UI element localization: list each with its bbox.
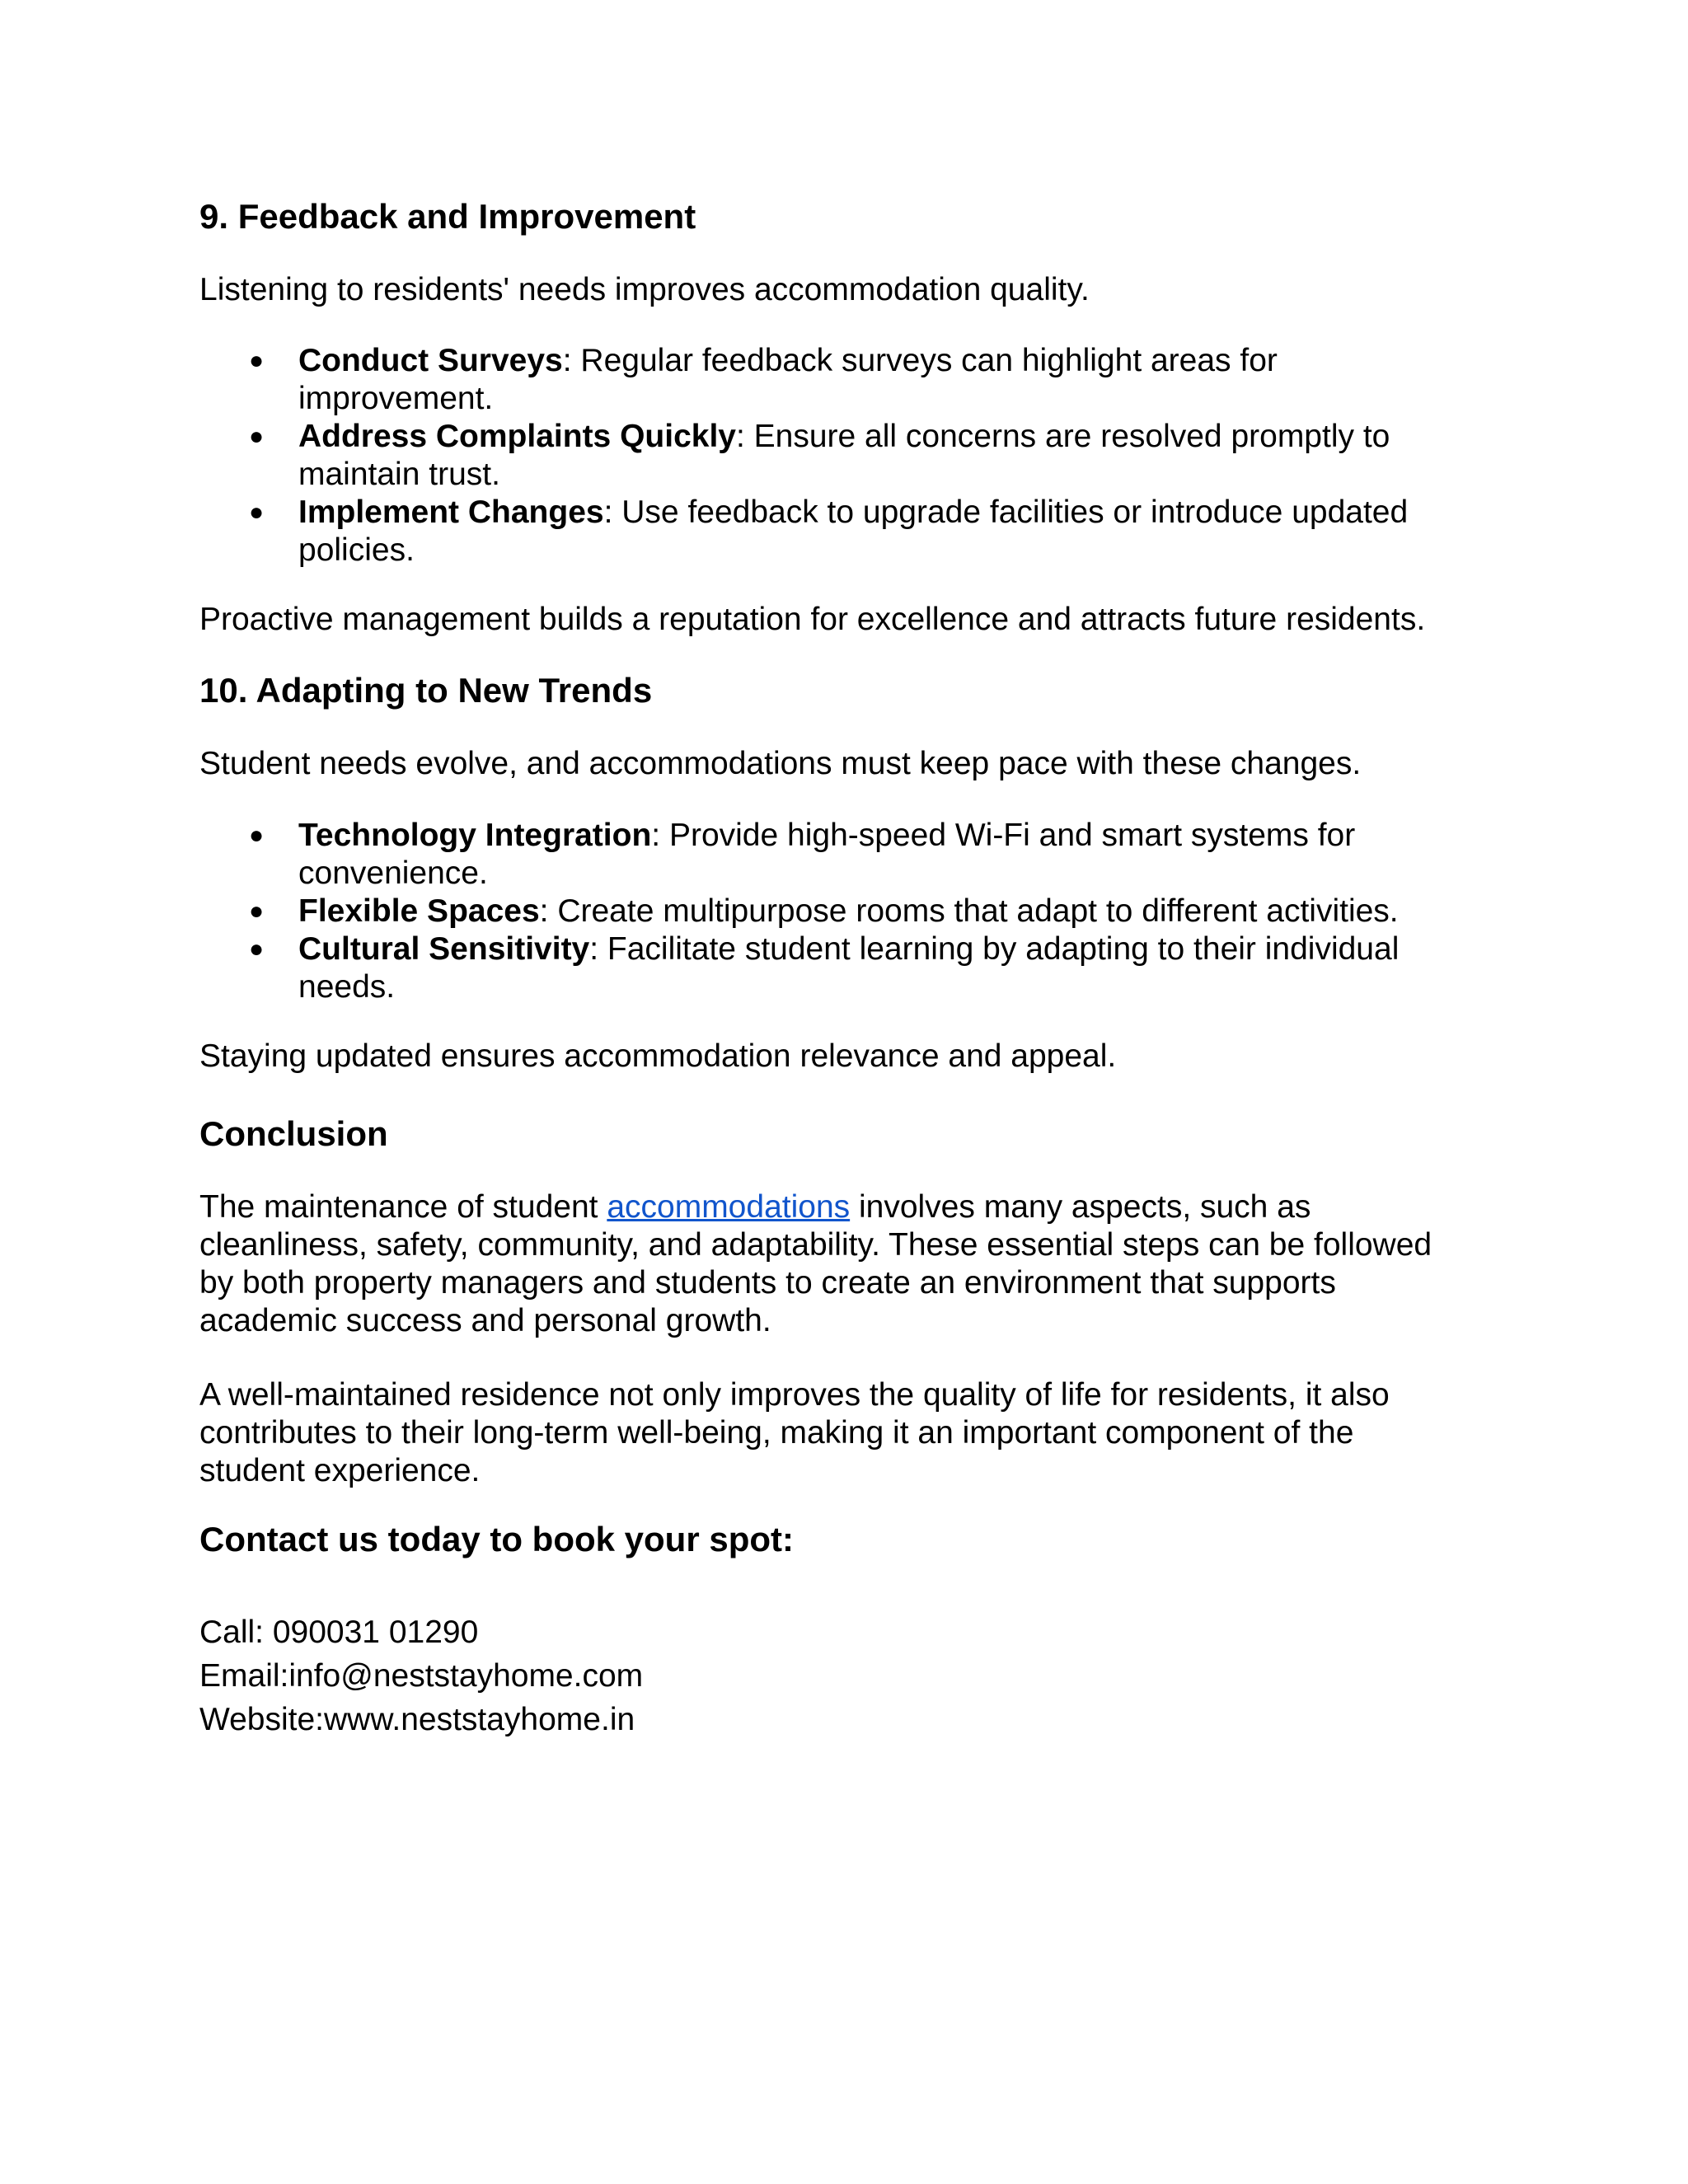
section-9-heading: 9. Feedback and Improvement xyxy=(199,197,696,236)
conclusion-paragraph-2 xyxy=(199,1376,1390,1490)
list-item xyxy=(199,418,1408,494)
bullet-text: : Ensure all concerns are resolved promptly to xyxy=(735,419,1390,454)
bullet-text-continued: convenience. xyxy=(298,855,488,891)
bullet-icon: ● xyxy=(249,423,265,450)
contact-email: Email:info@neststayhome.com xyxy=(199,1658,644,1694)
list-item xyxy=(199,494,1408,569)
bullet-text: : Facilitate student learning by adapting to their individual xyxy=(589,931,1400,967)
contact-call: Call: 090031 01290 xyxy=(199,1615,479,1650)
bullet-title: Implement Changes xyxy=(298,494,604,530)
bullet-title: Flexible Spaces xyxy=(298,893,540,929)
bullet-title: Technology Integration xyxy=(298,818,652,853)
conclusion-text: involves many aspects, such as xyxy=(850,1189,1311,1225)
section-9-intro: Listening to residents' needs improves accommodation quality. xyxy=(199,272,1090,307)
list-item xyxy=(199,893,1399,930)
section-10-bullet-list xyxy=(199,817,1399,1006)
conclusion-paragraph-1 xyxy=(199,1188,1432,1340)
bullet-icon: ● xyxy=(249,822,265,849)
list-item xyxy=(199,930,1399,1006)
section-10-intro: Student needs evolve, and accommodations must keep pace with these changes. xyxy=(199,746,1362,781)
contact-heading: Contact us today to book your spot: xyxy=(199,1520,794,1558)
bullet-text: : Use feedback to upgrade facilities or introduce updated xyxy=(603,494,1409,530)
list-item xyxy=(199,342,1408,418)
section-9-outro: Proactive management builds a reputation for excellence and attracts future residents. xyxy=(199,602,1426,637)
conclusion-heading: Conclusion xyxy=(199,1114,388,1153)
bullet-title: Conduct Surveys xyxy=(298,343,563,378)
conclusion-text: by both property managers and students to create an environment that supports xyxy=(199,1265,1336,1301)
bullet-title: Cultural Sensitivity xyxy=(298,931,590,967)
conclusion-text: academic success and personal growth. xyxy=(199,1303,771,1338)
bullet-text-continued: maintain trust. xyxy=(298,457,500,492)
bullet-icon: ● xyxy=(249,347,265,374)
conclusion-text: The maintenance of student xyxy=(199,1189,607,1225)
section-10-outro: Staying updated ensures accommodation relevance and appeal. xyxy=(199,1038,1117,1074)
bullet-text: : Create multipurpose rooms that adapt to different activities. xyxy=(539,893,1399,929)
list-item xyxy=(199,817,1399,893)
bullet-icon: ● xyxy=(249,935,265,963)
contact-website: Website:www.neststayhome.in xyxy=(199,1702,635,1737)
bullet-text-continued: policies. xyxy=(298,532,415,568)
bullet-icon: ● xyxy=(249,499,265,526)
section-9-bullet-list xyxy=(199,342,1408,569)
conclusion-text: contributes to their long-term well-being, making it an important component of the xyxy=(199,1415,1354,1451)
bullet-icon: ● xyxy=(249,898,265,925)
bullet-text-continued: needs. xyxy=(298,969,396,1005)
bullet-text: : Regular feedback surveys can highlight areas for xyxy=(562,343,1278,378)
accommodations-link[interactable]: accommodations xyxy=(607,1189,851,1225)
bullet-text-continued: improvement. xyxy=(298,381,494,416)
bullet-title: Address Complaints Quickly xyxy=(298,419,736,454)
bullet-text: : Provide high-speed Wi-Fi and smart systems for xyxy=(651,818,1356,853)
conclusion-text: cleanliness, safety, community, and adaptability. These essential steps can be followed xyxy=(199,1227,1432,1263)
conclusion-text: A well-maintained residence not only improves the quality of life for residents, it also xyxy=(199,1377,1390,1413)
section-10-heading: 10. Adapting to New Trends xyxy=(199,671,653,710)
conclusion-text: student experience. xyxy=(199,1453,481,1488)
